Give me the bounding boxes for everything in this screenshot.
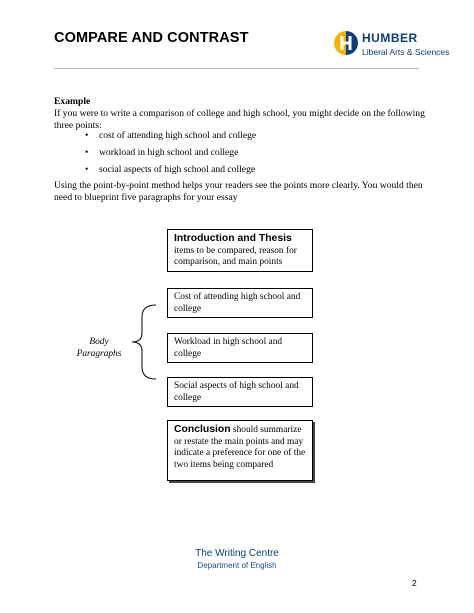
logo-subtitle: Liberal Arts & Sciences — [362, 47, 450, 57]
list-item-text: workload in high school and college — [99, 147, 239, 158]
points-list — [85, 130, 256, 181]
list-item-text: cost of attending high school and college — [99, 130, 257, 141]
footer-title: The Writing Centre — [195, 548, 279, 559]
list-item — [85, 147, 256, 164]
conclusion-title: Conclusion — [174, 424, 231, 435]
humber-h-logo-icon — [333, 30, 359, 56]
body-paragraph-box: Cost of attending high school and college — [167, 288, 313, 318]
intro-thesis-box — [167, 229, 313, 272]
intro-box-title: Introduction and Thesis — [174, 233, 292, 244]
body-paragraph-box: Social aspects of high school and college — [167, 377, 313, 407]
body-paragraphs-label: Body Paragraphs — [76, 337, 122, 359]
intro-box-text: items to be compared, reason for comparison, and main points — [174, 245, 297, 268]
curly-brace-icon — [128, 303, 160, 381]
conclusion-text: should summarize or restate the main points and may indicate a preference for one of the two items being compared — [174, 425, 306, 470]
example-heading: Example — [54, 96, 91, 107]
list-item — [85, 130, 256, 147]
logo-name: HUMBER — [362, 31, 418, 45]
bullet-icon: • — [85, 130, 89, 141]
header-divider — [54, 68, 419, 69]
page-number: 2 — [412, 578, 417, 588]
intro-paragraph: If you were to write a comparison of college and high school, you might decide on the following three points: — [54, 108, 425, 132]
bullet-icon: • — [85, 164, 89, 175]
body-paragraph-box: Workload in high school and college — [167, 333, 313, 363]
page-title: COMPARE AND CONTRAST — [54, 30, 249, 46]
closing-paragraph: Using the point-by-point method helps your readers see the points more clearly. You would then need to blueprint five paragraphs for your essay — [54, 180, 423, 204]
conclusion-box — [167, 420, 313, 481]
footer-subtitle: Department of English — [197, 561, 277, 570]
bullet-icon: • — [85, 147, 89, 158]
list-item-text: social aspects of high school and college — [99, 164, 256, 175]
list-item — [85, 164, 256, 181]
